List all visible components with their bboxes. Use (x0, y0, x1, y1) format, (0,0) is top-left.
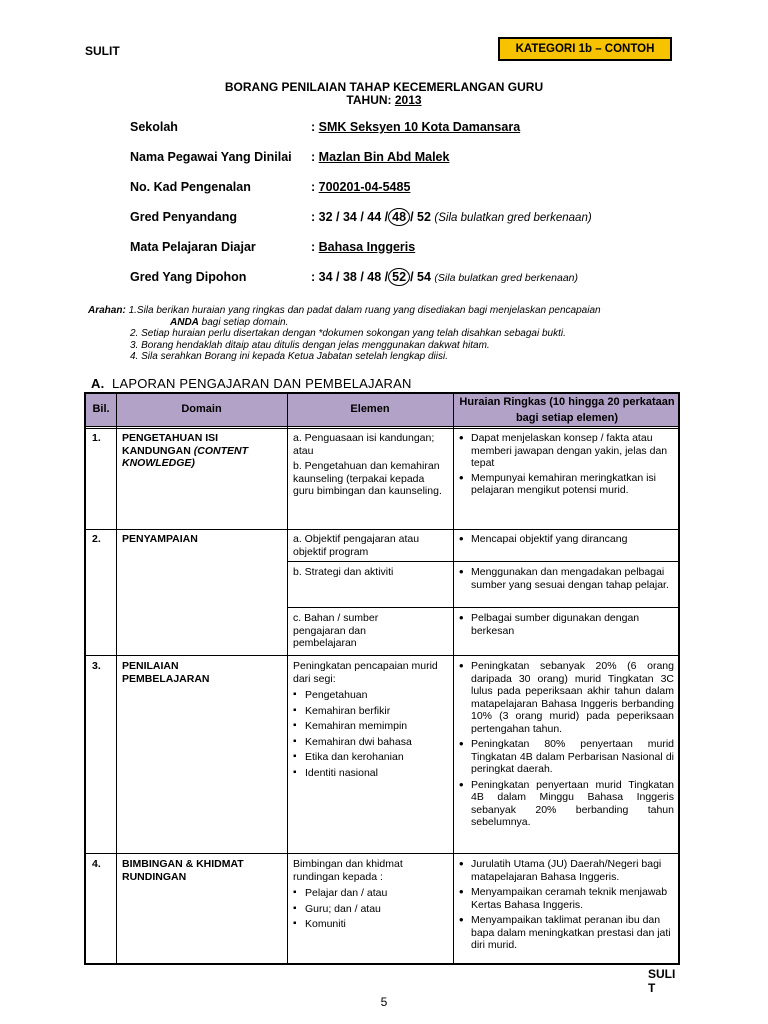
instruction-1b-text: bagi setiap domain. (198, 316, 289, 328)
instruction-1-text: 1.Sila berikan huraian yang ringkas dan padat dalam ruang yang disediakan bagi menjelaskan pencapaian (128, 305, 601, 316)
row2-bil: 2. (92, 533, 101, 545)
row3-elemen-item: ▪ Kemahiran dwi bahasa (293, 736, 445, 749)
row1-domain-text: PENGETAHUAN ISI KANDUNGAN (122, 432, 219, 457)
header-domain: Domain (181, 403, 222, 415)
row-divider (86, 426, 678, 427)
instructions-head: Arahan: (88, 305, 126, 316)
row3-elemen-intro: Peningkatan pencapaian murid dari segi: (293, 660, 438, 685)
sulit-label-bottom: SULIT (648, 967, 676, 995)
row3-huraian (459, 660, 674, 831)
header-elemen: Elemen (350, 403, 390, 415)
row2-huraian-b (459, 566, 674, 593)
row2-elemen-a: a. Objektif pengajaran atau objektif program (293, 533, 420, 558)
gred-suffix: / 52 (410, 210, 431, 224)
sulit-label-top: SULIT (85, 44, 120, 58)
row4-huraian-2: • Menyampaikan ceramah teknik menjawab Kertas Bahasa Inggeris. (459, 886, 674, 911)
row3-elemen (293, 660, 445, 782)
sekolah-label: Sekolah (130, 120, 178, 134)
col-divider (116, 394, 117, 963)
row1-domain (122, 432, 272, 470)
row-divider (287, 607, 678, 608)
header-huraian: Huraian Ringkas (10 hingga 20 perkataan bagi setiap elemen) (459, 396, 675, 424)
row2-domain: PENYAMPAIAN (122, 533, 198, 545)
kad-label: No. Kad Pengenalan (130, 180, 251, 194)
header-bil: Bil. (92, 403, 110, 415)
row-divider (86, 853, 678, 854)
section-title: LAPORAN PENGAJARAN DAN PEMBELAJARAN (112, 376, 412, 391)
section-heading (91, 376, 412, 391)
instruction-1b (88, 317, 708, 329)
row1-domain-italic: (CONTENT KNOWLEDGE) (122, 444, 249, 469)
mp-label: Mata Pelajaran Diajar (130, 240, 256, 254)
gred-label: Gred Penyandang (130, 210, 237, 224)
colon: : (311, 210, 316, 224)
row-divider (287, 561, 678, 562)
gred-value (311, 208, 592, 226)
row4-bil: 4. (92, 858, 101, 870)
page-number: 5 (380, 995, 388, 1009)
nama-label: Nama Pegawai Yang Dinilai (130, 150, 292, 164)
row1-elemen-b: b. Pengetahuan dan kemahiran kaunseling (terpakai kepada guru bimbingan dan kaunseling. (293, 460, 442, 497)
category-badge: KATEGORI 1b – CONTOH (498, 37, 672, 61)
instruction-1 (88, 305, 708, 317)
nama-text: Mazlan Bin Abd Malek (318, 150, 450, 164)
row3-elemen-item: ▪ Pengetahuan (293, 689, 445, 702)
row3-bil: 3. (92, 660, 101, 672)
row-divider (86, 655, 678, 656)
gred-note: (Sila bulatkan gred berkenaan) (434, 212, 592, 224)
sekolah-text: SMK Seksyen 10 Kota Damansara (318, 120, 521, 134)
sekolah-value (311, 120, 520, 134)
dipohon-note: (Sila bulatkan gred berkenaan) (434, 272, 578, 284)
year-label: TAHUN: (346, 93, 395, 107)
row1-elemen-a: a. Penguasaan isi kandungan; atau (293, 432, 435, 457)
row2-huraian-a-text: • Mencapai objektif yang dirancang (459, 533, 674, 546)
row2-huraian-a (459, 533, 674, 548)
mp-text: Bahasa Inggeris (318, 240, 416, 254)
colon: : (311, 150, 316, 164)
instruction-2: 2. Setiap huraian perlu disertakan dengan *dokumen sokongan yang telah disahkan sebagai bukti. (130, 328, 566, 339)
row1-huraian (459, 432, 674, 499)
section-letter: A. (91, 376, 105, 391)
row1-huraian-1: • Dapat menjelaskan konsep / fakta atau memberi jawapan dengan yakin, jelas dan tepat (459, 432, 674, 470)
kad-value (311, 180, 410, 194)
row1-elemen (293, 432, 445, 498)
row1-bil: 1. (92, 432, 101, 444)
kad-text: 700201-04-5485 (318, 180, 411, 194)
row4-domain: BIMBINGAN & KHIDMAT RUNDINGAN (122, 858, 244, 883)
dipohon-prefix: 34 / 38 / 48 / (318, 270, 389, 284)
nama-value (311, 150, 449, 164)
row4-huraian (459, 858, 674, 954)
row1-huraian-2: • Mempunyai kemahiran meringkatkan isi pelajaran mengikut potensi murid. (459, 472, 674, 497)
instruction-4: 4. Sila serahkan Borang ini kepada Ketua Jabatan setelah lengkap diisi. (130, 351, 448, 362)
colon: : (311, 270, 316, 284)
dipohon-suffix: / 54 (410, 270, 431, 284)
row3-huraian-1: • Peningkatan sebanyak 20% (6 orang daripada 30 orang) murid Tingkatan 3C lulus pada peperiksaan akhir tahun dalam matapelajaran Bahasa Inggeris berbanding 10% (3 orang murid) pada peperiksaan pertengahan tahun. (459, 660, 674, 735)
instruction-3: 3. Borang hendaklah ditaip atau ditulis dengan jelas menggunakan dakwat hitam. (130, 339, 490, 351)
gred-prefix: 32 / 34 / 44 / (318, 210, 389, 224)
row4-elemen-intro: Bimbingan dan khidmat rundingan kepada : (293, 858, 403, 883)
gred-circled: 48 (388, 208, 410, 226)
year-value: 2013 (394, 93, 422, 107)
dipohon-value (311, 268, 578, 286)
row4-huraian-1: • Jurulatih Utama (JU) Daerah/Negeri bagi matapelajaran Bahasa Inggeris. (459, 858, 674, 883)
dipohon-label: Gred Yang Dipohon (130, 270, 247, 284)
row3-domain: PENILAIAN PEMBELAJARAN (122, 660, 210, 685)
colon: : (311, 120, 316, 134)
instructions (88, 305, 708, 363)
row-divider (86, 428, 678, 429)
row4-huraian-3: • Menyampaikan taklimat peranan ibu dan bapa dalam meningkatkan prestasi dan jati diri murid. (459, 914, 674, 952)
form-title: BORANG PENILAIAN TAHAP KECEMERLANGAN GURU (224, 80, 544, 94)
row2-huraian-c (459, 612, 674, 639)
col-divider (453, 394, 454, 963)
col-divider (287, 394, 288, 963)
row2-elemen-b: b. Strategi dan aktiviti (293, 566, 394, 578)
colon: : (311, 240, 316, 254)
row3-elemen-item: ▪ Kemahiran berfikir (293, 705, 445, 718)
row3-elemen-item: ▪ Identiti nasional (293, 767, 445, 780)
mp-value (311, 240, 415, 254)
row4-elemen-item: ▪ Komuniti (293, 918, 433, 931)
row4-elemen-item: ▪ Guru; dan / atau (293, 903, 433, 916)
row2-elemen-c: c. Bahan / sumber pengajaran dan pembelajaran (293, 612, 379, 649)
row4-elemen (293, 858, 433, 934)
form-year (0, 93, 768, 107)
row3-elemen-item: ▪ Kemahiran memimpin (293, 720, 445, 733)
row3-elemen-item: ▪ Etika dan kerohanian (293, 751, 445, 764)
row-divider (86, 529, 678, 530)
row2-huraian-c-text: • Pelbagai sumber digunakan dengan berkesan (459, 612, 674, 637)
report-table (84, 392, 680, 965)
instruction-anda: ANDA (170, 316, 199, 328)
row3-huraian-2: • Peningkatan 80% penyertaan murid Tingkatan 4B dalam Perbarisan Nasional di peringkat daerah. (459, 738, 674, 776)
colon: : (311, 180, 316, 194)
dipohon-circled: 52 (388, 268, 410, 286)
row4-elemen-item: ▪ Pelajar dan / atau (293, 887, 433, 900)
row3-huraian-3: • Peningkatan penyertaan murid Tingkatan 4B dalam Minggu Bahasa Inggeris sebanyak 20% berbanding tahun sebelumnya. (459, 779, 674, 829)
row2-huraian-b-text: • Menggunakan dan mengadakan pelbagai sumber yang sesuai dengan tahap pelajar. (459, 566, 674, 591)
